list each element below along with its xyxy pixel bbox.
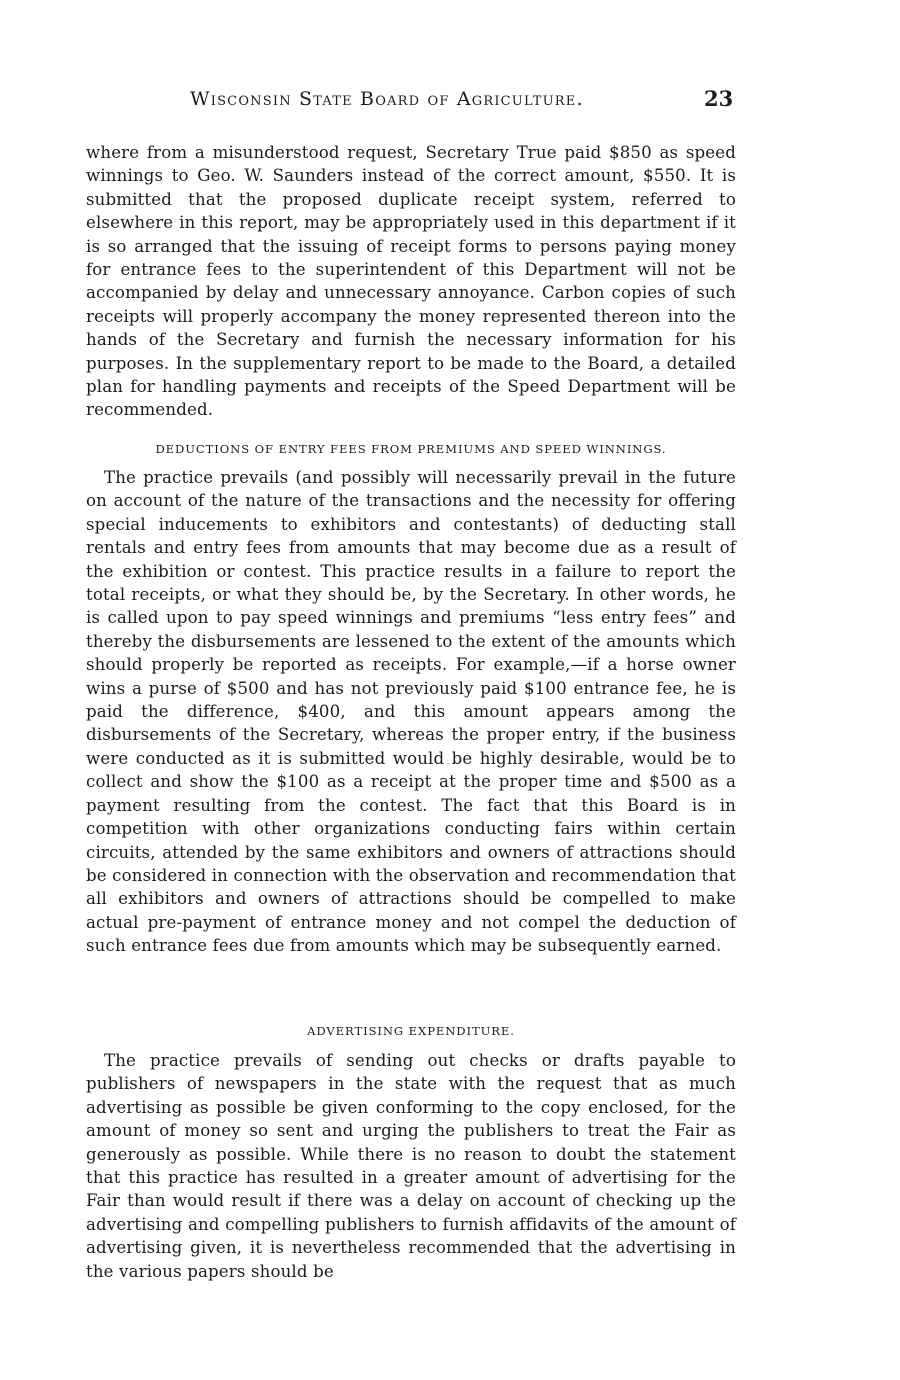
continued-paragraph-block [86,141,736,422]
running-title: Wisconsin State Board of Agriculture. [190,88,584,110]
page-number: 23 [704,86,734,111]
advertising-paragraph-block [86,1049,736,1283]
section-heading-advertising: ADVERTISING EXPENDITURE. [307,1024,515,1038]
continued-paragraph: where from a misunderstood request, Secretary True paid $850 as speed winnings to Geo. W. Saunders instead of the correct amount, $550. It is submitted that the proposed duplicate receipt system, referred to elsewhere in this report, may be appropriately used in this department if it is so arranged that the issuing of receipt forms to persons paying money for entrance fees to the superintendent of this Department will not be accompanied by delay and unnecessary annoyance. Carbon copies of such receipts will properly accompany the money represented thereon into the hands of the Secretary and furnish the necessary information for his purposes. In the supplementary report to be made to the Board, a detailed plan for handling payments and receipts of the Speed Department will be recommended. [86,143,736,420]
section-heading-deductions: DEDUCTIONS OF ENTRY FEES FROM PREMIUMS AND SPEED WINNINGS. [155,442,667,456]
advertising-paragraph: The practice prevails of sending out checks or drafts payable to publishers of newspapers in the state with the request that as much advertising as possible be given conforming to the copy enclosed, for the amount of money so sent and urging the publishers to treat the Fair as generously as possible. While there is no reason to doubt the statement that this practice has resulted in a greater amount of advertising for the Fair than would result if there was a delay on account of checking up the advertising and compelling publishers to furnish affidavits of the amount of advertising given, it is nevertheless recommended that the advertising in the various papers should be [86,1051,736,1281]
deductions-paragraph-block [86,466,736,958]
deductions-paragraph: The practice prevails (and possibly will necessarily prevail in the future on account of the nature of the transactions and the necessity for offering special inducements to exhibitors and contestants) of deducting stall rentals and entry fees from amounts that may become due as a result of the exhibition or contest. This practice results in a failure to report the total receipts, or what they should be, by the Secretary. In other words, he is called upon to pay speed winnings and premiums “less entry fees” and thereby the disbursements are lessened to the extent of the amounts which should properly be reported as receipts. For example,—if a horse owner wins a purse of $500 and has not previously paid $100 entrance fee, he is paid the difference, $400, and this amount appears among the disbursements of the Secretary, whereas the proper entry, if the business were conducted as it is submitted would be highly desirable, would be to collect and show the $100 as a receipt at the proper time and $500 as a payment resulting from the contest. The fact that this Board is in competition with other organizations conducting fairs within certain circuits, attended by the same exhibitors and owners of attractions should be considered in connection with the observation and recommendation that all exhibitors and owners of attractions should be compelled to make actual pre-payment of entrance money and not compel the deduction of such entrance fees due from amounts which may be subsequently earned. [86,468,736,956]
